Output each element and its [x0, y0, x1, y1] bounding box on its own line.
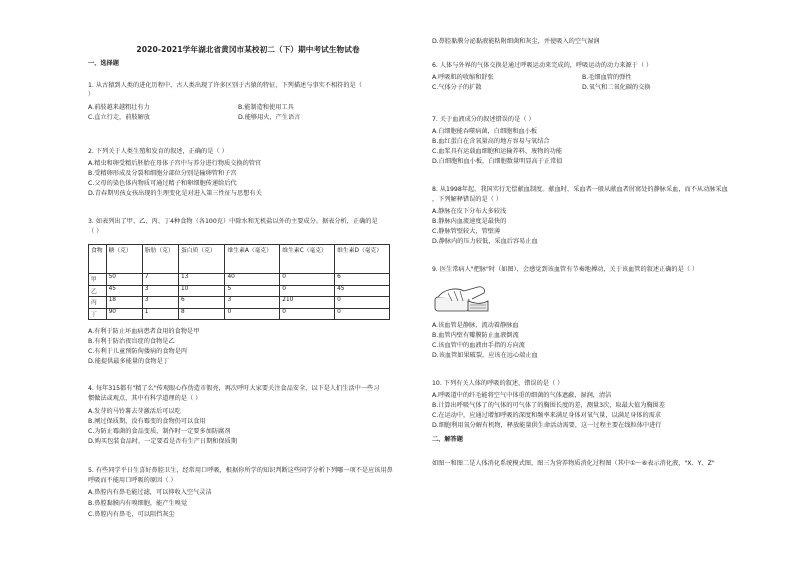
q7-option-c[interactable]: C.血浆具有运载血细胞和运输养料、废物的功能 [432, 148, 563, 155]
q1-option-b[interactable]: B.能制造和使用工具 [238, 104, 294, 111]
q3-option-b[interactable]: B.有利于防治夜盲症的食物是乙 [88, 338, 175, 345]
q6-option-d[interactable]: D.氧气和二氧化碳的交换 [582, 84, 651, 91]
q9-option-c[interactable]: C.该血管中的血液由手指的方向流 [432, 342, 525, 349]
table-row [89, 308, 390, 320]
q3-option-d[interactable]: D.能提供最多能量的食物是丁 [88, 358, 169, 365]
table-cell: 0 [280, 274, 335, 286]
q9-option-b[interactable]: B.血管内壁有瓣膜防止血液倒流 [432, 332, 519, 339]
q7-stem: 7. 关于血液成分的叙述错误的是（ ） [432, 116, 535, 123]
q9-option-a[interactable]: A.该血管是静脉，流动着静脉血 [432, 322, 519, 329]
q7-option-d[interactable]: D.白细胞和血小板，白细胞数量明显高于正常值 [432, 158, 563, 165]
q2-option-c[interactable]: C.父母的染色体内物质可通过精子和卵细胞传递给后代 [88, 180, 237, 187]
table-cell: 0 [335, 297, 390, 309]
right-column [432, 0, 762, 562]
table-cell: 50 [106, 274, 142, 286]
table-cell: 3 [142, 285, 178, 297]
exam-title: 2020-2021学年湖北省黄冈市某校初二（下）期中考试生物试卷 [136, 45, 360, 54]
q4-option-d[interactable]: D.购买包装食品时，一定要看是否有生产日期和保质期 [88, 438, 238, 445]
q9-option-d[interactable]: D.该血管如果破裂，应该在远心端止血 [432, 352, 538, 359]
q8-option-b[interactable]: B.静脉内血流速度是最快的 [432, 218, 507, 225]
q6-option-a[interactable]: A.呼吸肌的收缩和舒张 [432, 74, 494, 81]
table-row [89, 274, 390, 286]
q8-option-d[interactable]: D.静脉内的压力较低，采血后容易止血 [432, 238, 538, 245]
table-cell: 7 [142, 274, 178, 286]
table-cell: 丁 [89, 308, 107, 320]
q4-option-b[interactable]: B.闸过保质期，没有霉变的食物仍可以食用 [88, 418, 206, 425]
q1-option-c[interactable]: C.直立行走，前肢解放 [88, 114, 150, 121]
q1-option-d[interactable]: D.能够用火，产生语言 [238, 114, 301, 121]
q4-stem-line2: 惯做法或观点，其中有科学道理的是（ ） [88, 395, 202, 402]
section-choice-heading: 一、选择题 [88, 60, 119, 67]
table-cell: 3 [225, 297, 280, 309]
table-cell: 3 [142, 297, 178, 309]
q4-option-a[interactable]: A.发芽的马铃薯去芽激活后可以吃 [88, 408, 181, 415]
q10-option-b[interactable]: B.计算出呼吸气体了的气体的可气体了的胸围长度的差，测量3次，取最大值为胸围差 [432, 402, 665, 409]
table-header-cell: 蛋白质（克） [178, 245, 225, 274]
q5-option-c[interactable]: C.鼻腔内有鼻毛，可以阻挡灰尘 [88, 511, 175, 518]
q5-option-a[interactable]: A.鼻腔内有鼻毛能过滤，可以抑收入空气灵洁 [88, 489, 212, 496]
table-cell: 45 [335, 285, 390, 297]
table-cell: 8 [178, 308, 225, 320]
q5-option-d[interactable]: D.鼻腔黏膜分泌黏液能粘附细菌和灰尘，并使吸入的空气湿润 [432, 38, 600, 45]
table-cell: 90 [106, 308, 142, 320]
essay-stem: 如图一和图二是人体消化系统模式图，图三为营养物质消化过程图（其中①～⑥表示消化液，"X、Y、Z" [432, 460, 715, 467]
q7-option-b[interactable]: B.血红蛋白在含氧量高的地方容易与氧结合 [432, 138, 550, 145]
q10-stem: 10. 下列有关人体的呼吸的叙述，错误的是（ ） [432, 380, 564, 387]
table-cell: 13 [178, 274, 225, 286]
q1-stem-line2: ） [88, 91, 95, 98]
q3-option-a[interactable]: A.有利于防止坏血病患者食用的食物是甲 [88, 328, 200, 335]
q8-stem-line2: ，下列解释错误的是（ ） [432, 196, 503, 203]
table-cell: 0 [335, 308, 390, 320]
q7-option-a[interactable]: A.白细胞能吞噬病菌，白细胞和血小板 [432, 128, 538, 135]
table-cell: 5 [225, 285, 280, 297]
q2-option-a[interactable]: A.精虫和卵受精后胚胎在母体子宫中与养分进行物质交换的管官 [88, 160, 262, 167]
food-nutrient-table [88, 244, 390, 320]
pulse-taking-illustration [434, 279, 492, 319]
table-cell: 0 [225, 308, 280, 320]
table-cell: 40 [225, 274, 280, 286]
q6-option-c[interactable]: C.气体分子的扩散 [432, 84, 482, 91]
q8-stem-line1: 8. 从1998年起，我国实行无偿献血制度。献血时，采血者一般从献血者肘窝处的静脉采血，而不从动脉采血 [432, 186, 728, 193]
q1-option-a[interactable]: A.前肢越来越粗壮有力 [88, 104, 150, 111]
q5-option-b[interactable]: B.鼻腔黏膜内有嗅细胞，能产生嗅觉 [88, 500, 188, 507]
table-cell: 10 [178, 285, 225, 297]
q2-stem: 2. 下列关于人类生殖和发育的叙述，正确的是（ ） [88, 148, 228, 155]
left-column [88, 0, 408, 562]
table-header-cell: 糖（克） [106, 245, 142, 274]
table-row [89, 297, 390, 309]
q2-option-d[interactable]: D.青春期男孩女孩出现的生理变化是对进入第三性征与思想有关 [88, 190, 262, 197]
table-header-cell: 维生素D（毫克） [335, 245, 390, 274]
q8-option-a[interactable]: A.静脉在皮下分布大多较浅 [432, 208, 507, 215]
table-cell: 甲 [89, 274, 107, 286]
q10-option-a[interactable]: A.呼吸道中的纤毛能将空气中体重的细菌的气体遮蔽，湿润，清洁 [432, 392, 612, 399]
q1-stem-line1: 1. 从古猿到人类的进化历程中，古人类出现了许多区别于古猿的特征，下列描述与事实不相符的是（ [88, 82, 362, 89]
table-cell: 乙 [89, 285, 107, 297]
table-header-cell: 维生素C（毫克） [280, 245, 335, 274]
q3-option-c[interactable]: C.有利于儿童预防佝偻病的食物是丙 [88, 348, 188, 355]
table-header-cell: 食物 [89, 245, 107, 274]
table-cell: 6 [335, 274, 390, 286]
table-row [89, 285, 390, 297]
table-cell: 0 [280, 285, 335, 297]
section-answer-heading: 二、解答题 [432, 436, 463, 443]
table-header-cell: 脂肪（克） [142, 245, 178, 274]
q9-stem: 9. 医生常病人"把脉"时（如图），会感觉到该血管有节奏地搏动，关于该血管的叙述正确的是（ ） [432, 266, 699, 273]
table-cell: 丙 [89, 297, 107, 309]
q6-stem: 6. 人体与外界的气体交换是通过呼吸运动来完成的，呼吸运动的动力来源于（ ） [432, 62, 653, 69]
q5-stem-line2: 呼吸而不能用口呼吸的原因（ ） [88, 477, 177, 484]
q10-option-d[interactable]: D.细胞利用氧分解有机物，释放能量供生命活动需要，这一过程主要在线粒体中进行 [432, 422, 662, 429]
q5-stem-line1: 5. 有些同学平日生喜好鼻腔卫生，经常用口呼吸，根据你所学的知识判断这些同学分析下列哪一项不是应该用鼻 [88, 467, 393, 474]
q10-option-c[interactable]: C.在运动中，应通过增加呼吸的深度和频率来满足身体对氧气量，以满足身体的需求 [432, 412, 662, 419]
table-header-row [89, 245, 390, 274]
q2-option-b[interactable]: B.受精卵形成及分裂和细胞分部位分别是输卵管和子宫 [88, 170, 237, 177]
table-cell: 1 [142, 308, 178, 320]
table-header-cell: 维生素A（毫克） [225, 245, 280, 274]
q4-stem-line1: 4. 每年315都有"精了么"传观眼心作伪造市假亮，再次呼吁大家要关注食品安全，以下是人们生活中一些习 [88, 385, 380, 392]
table-cell: 0 [280, 308, 335, 320]
table-cell: 6 [178, 297, 225, 309]
q4-option-c[interactable]: C.为防止霉菌的食品变质，制作时一定要多加防腐剂 [88, 428, 231, 435]
q8-option-c[interactable]: C.静脉管壁较大，管壁薄 [432, 228, 501, 235]
q3-stem-line2: （ ） [88, 228, 103, 235]
q3-stem-line1: 3. 如表列出了甲、乙、丙、丁4种食物（各100克）中除水和无机盐以外的主要成分。据表分析，正确的是 [88, 218, 378, 225]
table-cell: 45 [106, 285, 142, 297]
table-cell: 18 [106, 297, 142, 309]
q6-option-b[interactable]: B.毛细血管的弹性 [582, 74, 632, 81]
table-cell: 210 [280, 297, 335, 309]
